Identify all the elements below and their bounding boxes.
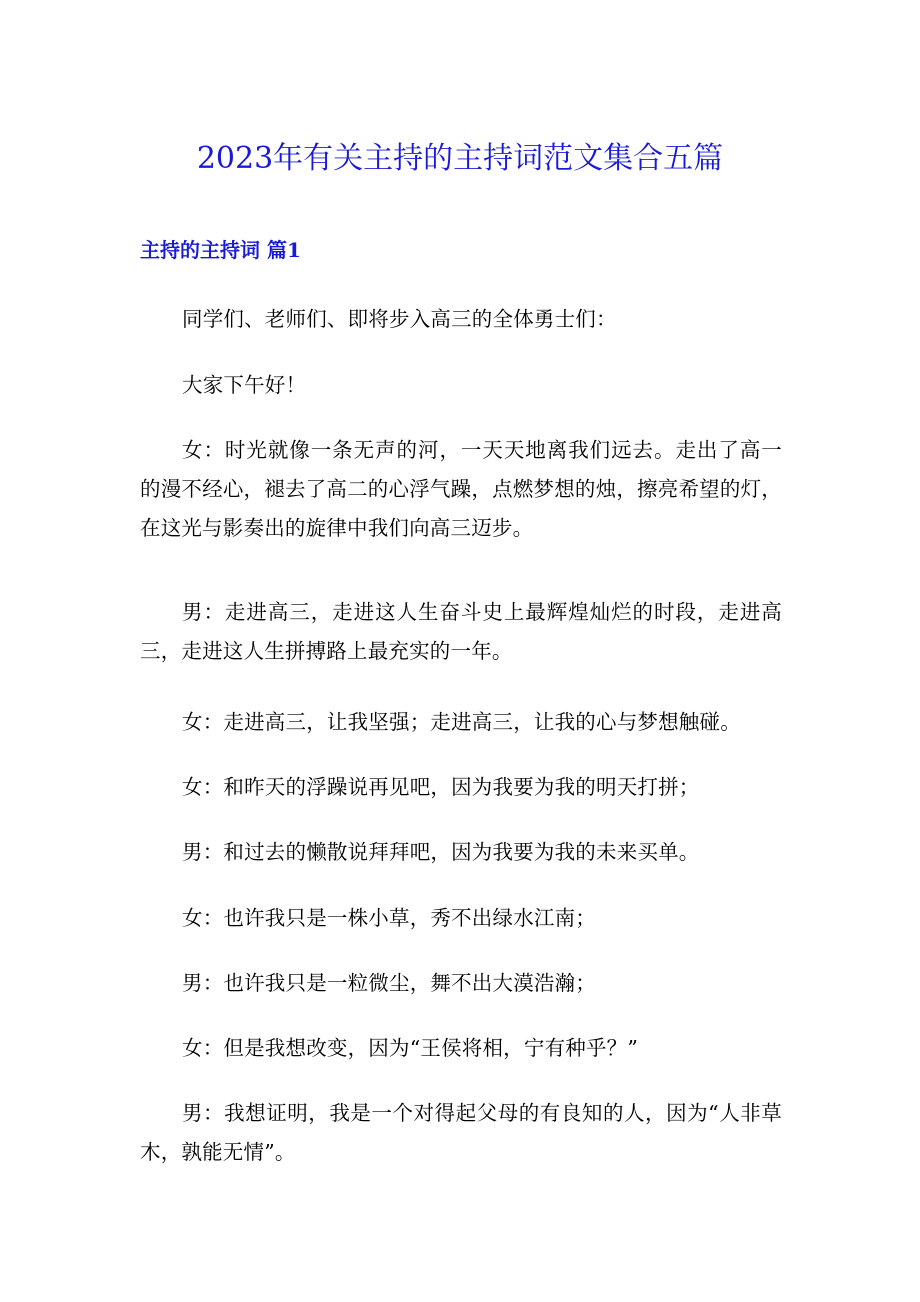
paragraph-greeting: 同学们、老师们、即将步入高三的全体勇士们： — [182, 307, 617, 331]
paragraph-male-2: 男：和过去的懒散说拜拜吧，因为我要为我的未来买单。 — [182, 840, 700, 864]
section-heading: 主持的主持词 篇1 — [140, 238, 301, 262]
paragraph-female-3: 女：和昨天的浮躁说再见吧，因为我要为我的明天打拼； — [182, 775, 700, 799]
paragraph-good-afternoon: 大家下午好！ — [182, 373, 307, 397]
paragraph-male-1: 男：走进高三，走进这人生奋斗史上最辉煌灿烂的时段，走进高三，走进这人生拼搏路上最充实的一年。 — [140, 600, 782, 663]
paragraph-male-3: 男：也许我只是一粒微尘，舞不出大漠浩瀚； — [182, 971, 596, 995]
paragraph-female-5: 女：但是我想改变，因为“王侯将相，宁有种乎？” — [182, 1036, 639, 1060]
paragraph-male-4: 男：我想证明，我是一个对得起父母的有良知的人，因为“人非草木，孰能无情”。 — [140, 1101, 782, 1164]
paragraph-female-1: 女：时光就像一条无声的河，一天天地离我们远去。走出了高一的漫不经心，褪去了高二的心浮气躁，点燃梦想的烛，擦亮希望的灯，在这光与影奏出的旋律中我们向高三迈步。 — [140, 438, 782, 540]
document-title: 2023年有关主持的主持词范文集合五篇 — [196, 141, 724, 176]
paragraph-female-2: 女：走进高三，让我坚强；走进高三，让我的心与梦想触碰。 — [182, 710, 741, 734]
paragraph-female-4: 女：也许我只是一株小草，秀不出绿水江南； — [182, 906, 596, 930]
